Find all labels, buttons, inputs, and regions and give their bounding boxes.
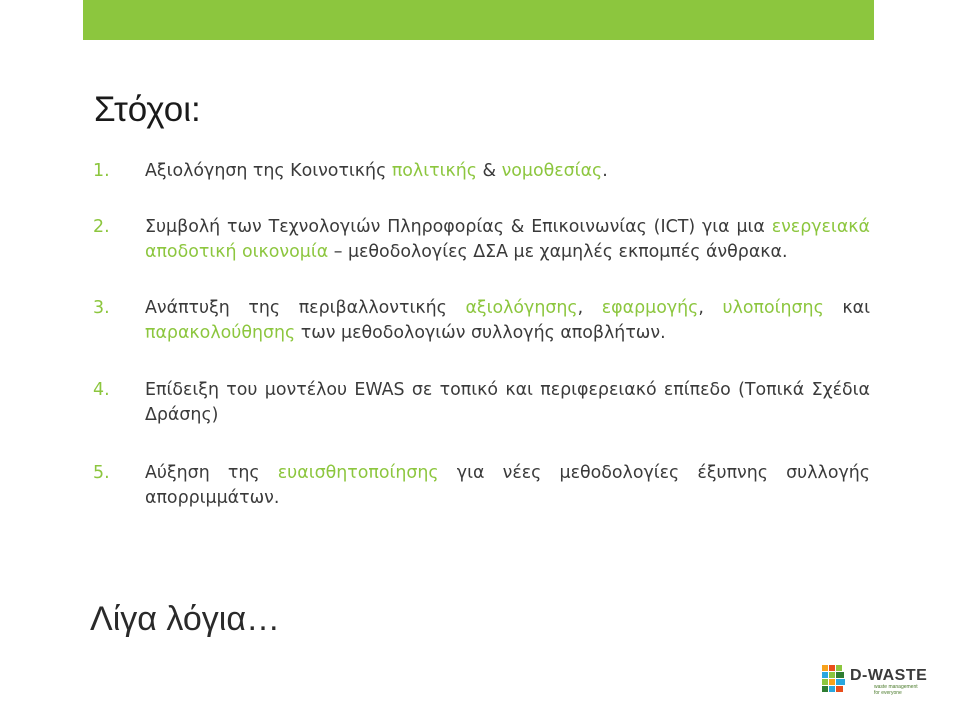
list-item bbox=[93, 461, 870, 511]
item-text-part: , bbox=[577, 298, 602, 318]
item-text-part: Αύξηση της bbox=[145, 463, 278, 483]
item-text-part: και bbox=[823, 298, 870, 318]
item-highlight: υλοποίησης bbox=[722, 298, 824, 318]
item-text-part: , bbox=[698, 298, 723, 318]
item-highlight: παρακολούθησης bbox=[145, 323, 296, 343]
item-number: 2. bbox=[93, 217, 110, 237]
item-text-part: των μεθοδολογιών συλλογής αποβλήτων. bbox=[295, 323, 666, 343]
item-text bbox=[145, 461, 870, 511]
item-highlight: αξιολόγησης bbox=[465, 298, 578, 318]
item-highlight: εφαρμογής bbox=[601, 298, 699, 318]
list-item bbox=[93, 296, 870, 346]
logo-wordmark: D-WASTE bbox=[850, 667, 928, 684]
logo-tagline-line: for everyone bbox=[874, 689, 902, 696]
item-highlight: νομοθεσίας bbox=[501, 161, 603, 181]
item-text: Επίδειξη του μοντέλου EWAS σε τοπικό και περιφερειακό επίπεδο (Τοπικά Σχέδια Δράσης) bbox=[145, 380, 870, 425]
item-highlight: ευαισθητοποίησης bbox=[277, 463, 439, 483]
item-text-part: & bbox=[476, 161, 502, 181]
slide-title: Στόχοι: bbox=[94, 90, 201, 129]
d-waste-logo bbox=[822, 665, 932, 699]
d-waste-logo-icon bbox=[822, 665, 848, 695]
item-number: 1. bbox=[93, 161, 110, 181]
logo-tagline bbox=[874, 685, 918, 696]
item-text-part: Συμβολή των Τεχνολογιών Πληροφορίας & Επικοινωνίας (ICT) για μια bbox=[145, 217, 772, 237]
item-text-part: Ανάπτυξη της περιβαλλοντικής bbox=[145, 298, 466, 318]
objectives-list bbox=[93, 159, 870, 511]
list-item bbox=[93, 159, 870, 184]
top-accent-bar bbox=[83, 0, 874, 40]
logo-tagline-line: waste management bbox=[874, 684, 918, 690]
item-text bbox=[145, 215, 870, 265]
slide-subtitle: Λίγα λόγια… bbox=[90, 600, 280, 638]
item-text-part: . bbox=[602, 161, 608, 181]
item-highlight: ενεργειακά αποδοτική οικονομία bbox=[145, 217, 870, 262]
item-number: 5. bbox=[93, 463, 110, 483]
item-text-part: Αξιολόγηση της Κοινοτικής bbox=[145, 161, 392, 181]
list-item bbox=[93, 215, 870, 265]
item-text-part: για νέες μεθοδολογίες έξυπνης συλλογής απορριμμάτων. bbox=[145, 463, 870, 508]
item-number: 4. bbox=[93, 380, 110, 400]
item-text bbox=[145, 159, 870, 184]
item-text bbox=[145, 296, 870, 346]
item-number: 3. bbox=[93, 298, 110, 318]
item-text-part: – μεθοδολογίες ΔΣΑ με χαμηλές εκπομπές άνθρακα. bbox=[328, 242, 788, 262]
list-item bbox=[93, 378, 870, 428]
item-highlight: πολιτικής bbox=[391, 161, 477, 181]
